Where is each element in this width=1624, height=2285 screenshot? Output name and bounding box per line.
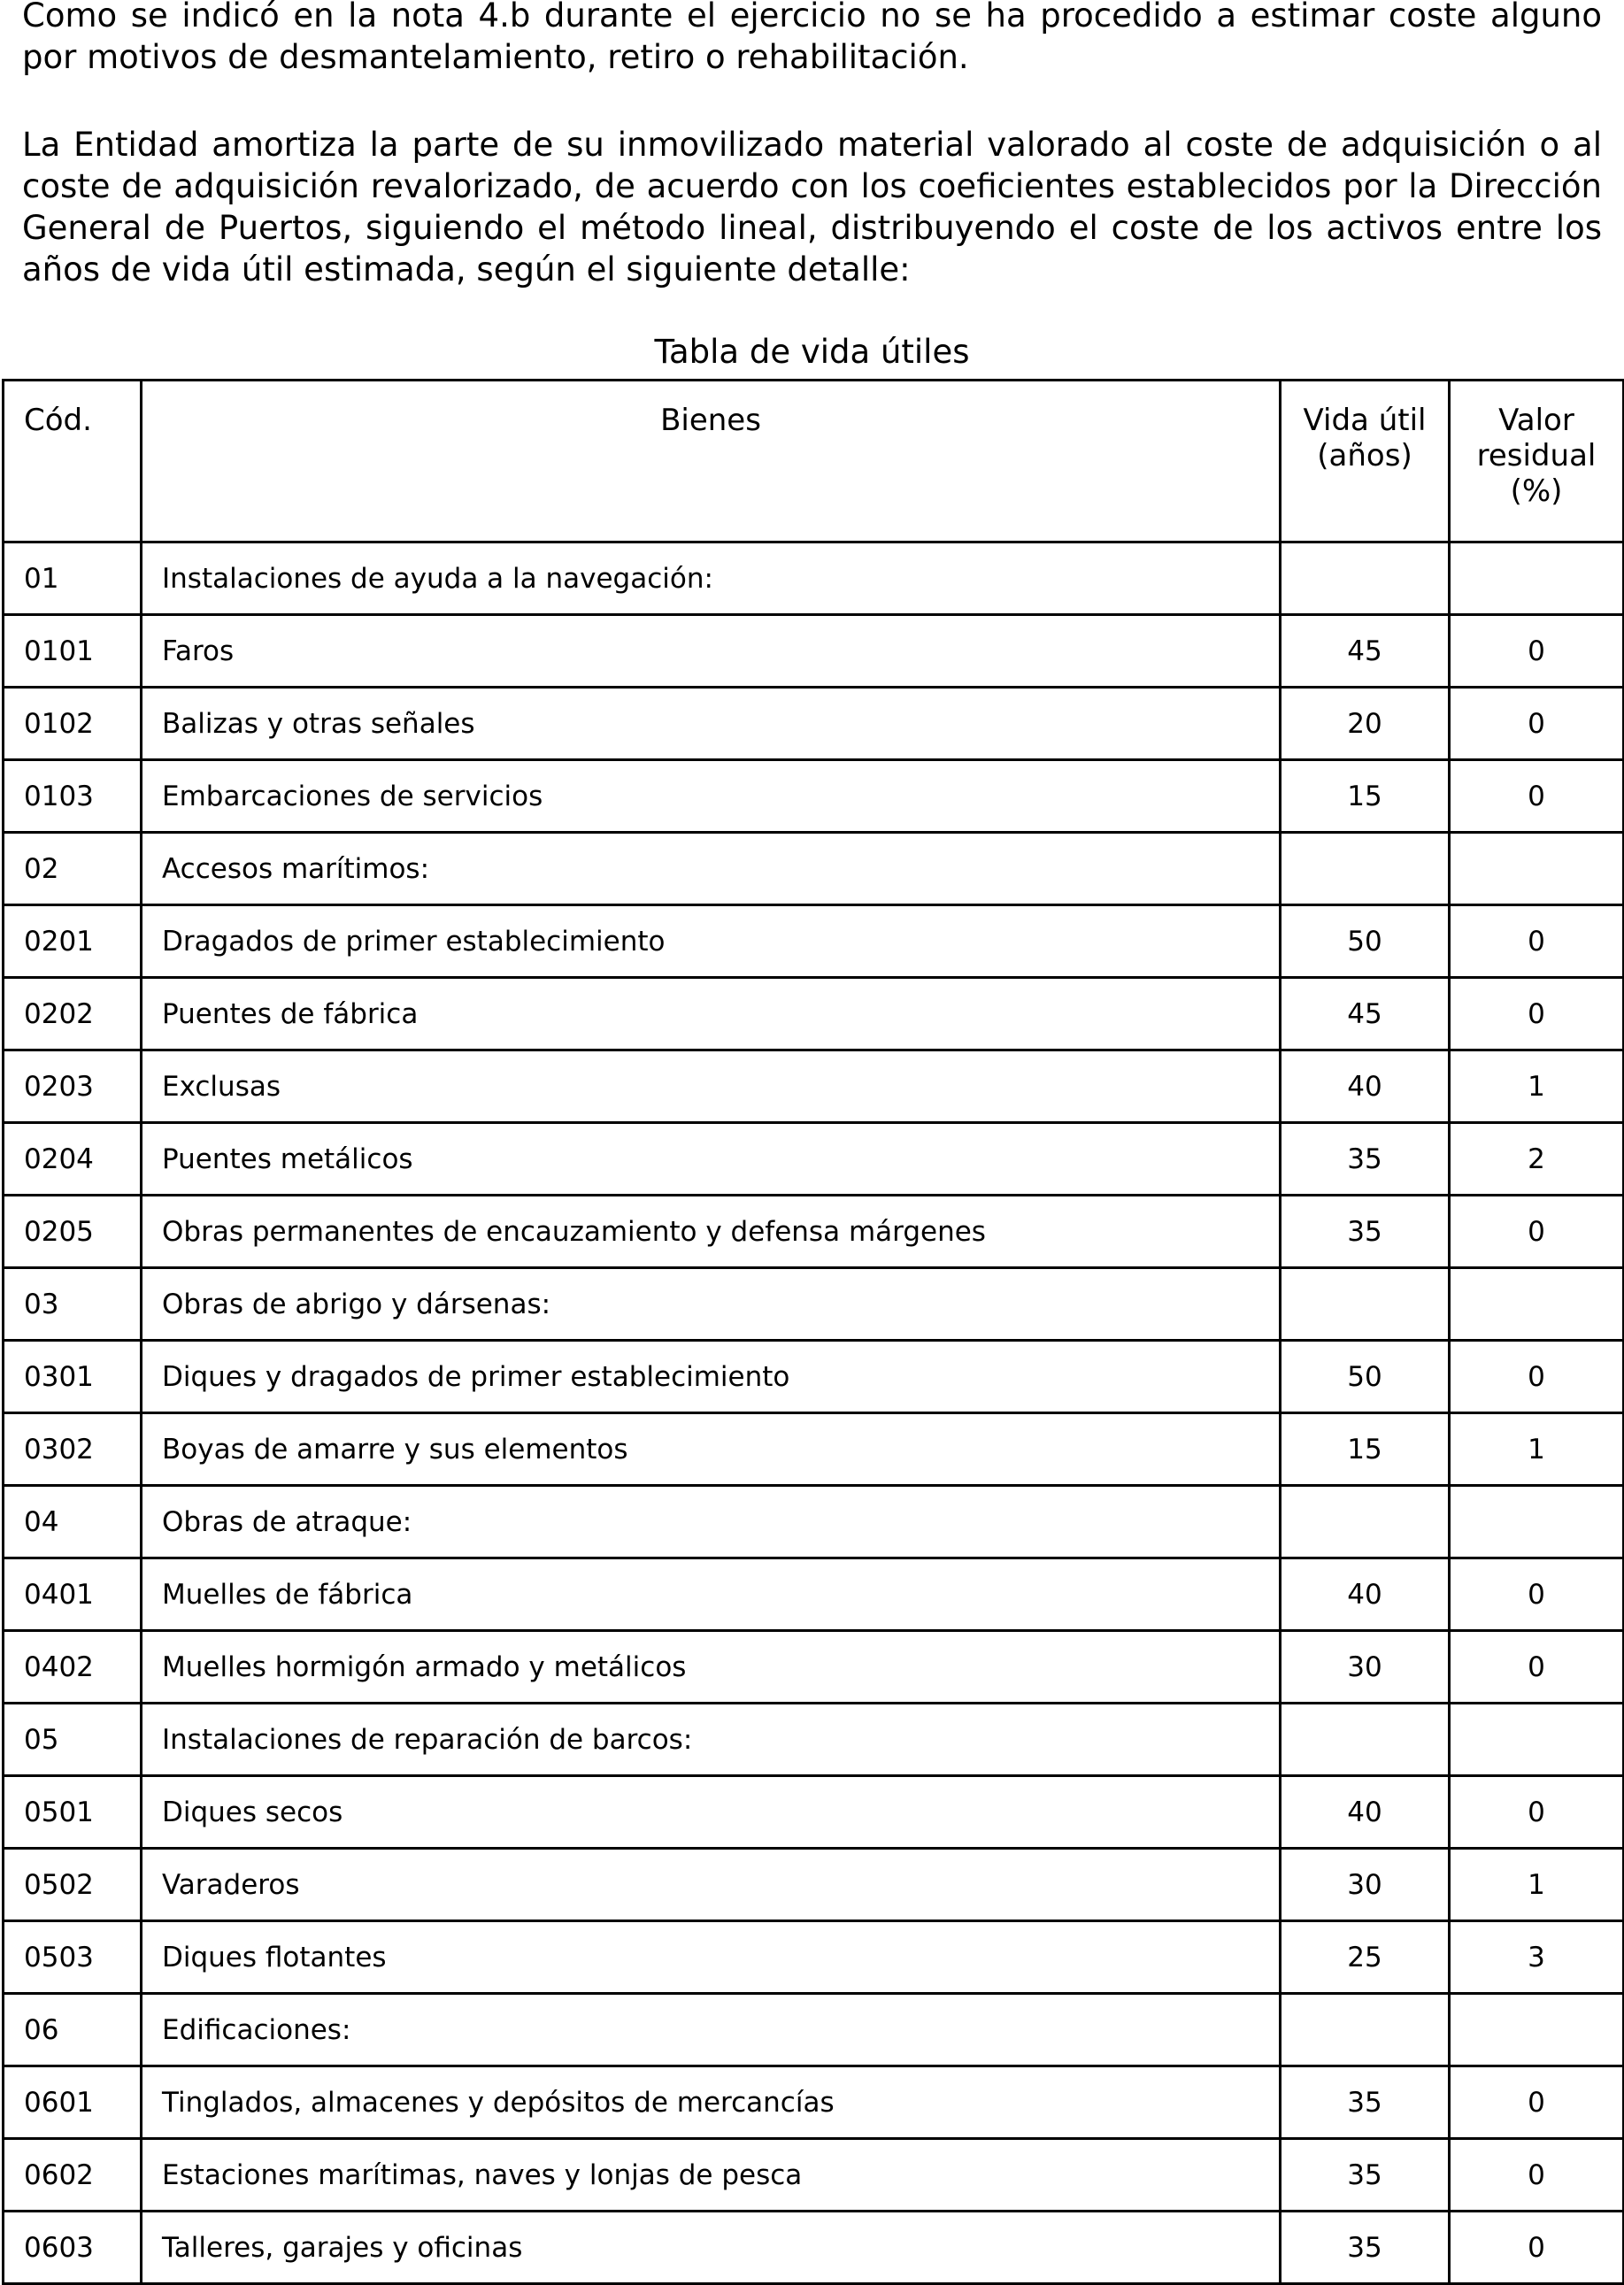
cell-life: 35 [1281,2066,1450,2139]
cell-residual [1450,1704,1624,1776]
cell-name: Dragados de primer establecimiento [142,905,1281,978]
cell-name: Tinglados, almacenes y depósitos de mercancías [142,2066,1281,2139]
table-row [4,760,1624,833]
cell-name: Diques secos [142,1776,1281,1849]
table-row [4,905,1624,978]
cell-code: 0103 [4,760,142,833]
cell-code: 0502 [4,1849,142,1921]
cell-name: Accesos marítimos: [142,833,1281,905]
useful-life-table [2,379,1624,2285]
cell-code: 0302 [4,1413,142,1486]
cell-residual: 1 [1450,1050,1624,1123]
table-row [4,1558,1624,1631]
table-header-row [4,381,1624,542]
cell-life: 50 [1281,1341,1450,1413]
cell-code: 03 [4,1268,142,1341]
cell-code: 0402 [4,1631,142,1704]
cell-name: Puentes de fábrica [142,978,1281,1050]
cell-life: 25 [1281,1921,1450,1994]
cell-code: 01 [4,542,142,615]
cell-life: 45 [1281,615,1450,688]
cell-name: Faros [142,615,1281,688]
cell-code: 0601 [4,2066,142,2139]
cell-life: 15 [1281,760,1450,833]
paragraph-amortizacion: La Entidad amortiza la parte de su inmovilizado material valorado al coste de adquisición o al coste de adquisición revalorizado, de acuerdo con los coeficientes establecidos por la Dirección General de Puertos, siguiendo el método lineal, distribuyendo el coste de los activos entre los años de vida útil estimada, según el siguiente detalle: [22,126,1602,289]
cell-name: Obras de atraque: [142,1486,1281,1558]
cell-life [1281,1704,1450,1776]
cell-code: 04 [4,1486,142,1558]
cell-residual: 0 [1450,615,1624,688]
cell-code: 0602 [4,2139,142,2212]
cell-name: Instalaciones de ayuda a la navegación: [142,542,1281,615]
table-row [4,1921,1624,1994]
cell-life: 35 [1281,2139,1450,2212]
cell-name: Instalaciones de reparación de barcos: [142,1704,1281,1776]
table-row [4,1050,1624,1123]
cell-code: 0204 [4,1123,142,1196]
table-row [4,1341,1624,1413]
cell-name: Puentes metálicos [142,1123,1281,1196]
table-row [4,1486,1624,1558]
paragraph-desmantelamiento: Como se indicó en la nota 4.b durante el ejercicio no se ha procedido a estimar coste alguno por motivos de desmantelamiento, retiro o rehabilitación. [22,0,1602,76]
cell-residual [1450,542,1624,615]
cell-residual: 0 [1450,2139,1624,2212]
cell-residual [1450,833,1624,905]
table-row [4,1994,1624,2066]
cell-life: 40 [1281,1776,1450,1849]
cell-residual: 0 [1450,1776,1624,1849]
header-residual: Valor residual (%) [1450,381,1624,542]
cell-code: 0501 [4,1776,142,1849]
cell-residual: 0 [1450,1558,1624,1631]
cell-code: 06 [4,1994,142,2066]
cell-life: 30 [1281,1631,1450,1704]
header-name: Bienes [142,381,1281,542]
cell-residual [1450,1268,1624,1341]
table-row [4,1268,1624,1341]
cell-life [1281,1268,1450,1341]
table-row [4,1413,1624,1486]
cell-residual: 0 [1450,760,1624,833]
table-row [4,542,1624,615]
cell-code: 0201 [4,905,142,978]
table-row [4,2139,1624,2212]
cell-life: 50 [1281,905,1450,978]
cell-life [1281,1994,1450,2066]
cell-life: 40 [1281,1558,1450,1631]
table-row [4,1704,1624,1776]
table-row [4,615,1624,688]
cell-life [1281,1486,1450,1558]
table-row [4,1196,1624,1268]
cell-code: 0301 [4,1341,142,1413]
cell-residual: 0 [1450,2212,1624,2284]
cell-residual [1450,1994,1624,2066]
cell-name: Edificaciones: [142,1994,1281,2066]
table-row [4,2212,1624,2284]
cell-life: 35 [1281,1123,1450,1196]
cell-life: 20 [1281,688,1450,760]
cell-code: 0503 [4,1921,142,1994]
table-caption: Tabla de vida útiles [654,333,970,371]
cell-life: 45 [1281,978,1450,1050]
cell-name: Obras de abrigo y dársenas: [142,1268,1281,1341]
cell-life: 15 [1281,1413,1450,1486]
cell-residual: 0 [1450,1196,1624,1268]
cell-name: Muelles de fábrica [142,1558,1281,1631]
cell-code: 0401 [4,1558,142,1631]
cell-code: 0202 [4,978,142,1050]
cell-code: 0205 [4,1196,142,1268]
cell-name: Estaciones marítimas, naves y lonjas de pesca [142,2139,1281,2212]
cell-residual: 2 [1450,1123,1624,1196]
cell-residual: 1 [1450,1413,1624,1486]
cell-life [1281,542,1450,615]
cell-name: Obras permanentes de encauzamiento y defensa márgenes [142,1196,1281,1268]
cell-residual: 0 [1450,1341,1624,1413]
cell-residual: 1 [1450,1849,1624,1921]
cell-residual: 0 [1450,905,1624,978]
cell-residual: 0 [1450,688,1624,760]
cell-code: 02 [4,833,142,905]
cell-code: 0102 [4,688,142,760]
header-life: Vida útil (años) [1281,381,1450,542]
table-row [4,2066,1624,2139]
cell-name: Balizas y otras señales [142,688,1281,760]
cell-residual: 3 [1450,1921,1624,1994]
cell-name: Muelles hormigón armado y metálicos [142,1631,1281,1704]
cell-name: Embarcaciones de servicios [142,760,1281,833]
cell-name: Varaderos [142,1849,1281,1921]
cell-name: Diques y dragados de primer establecimiento [142,1341,1281,1413]
table-row [4,688,1624,760]
cell-life: 30 [1281,1849,1450,1921]
table-row [4,833,1624,905]
header-code: Cód. [4,381,142,542]
cell-life: 35 [1281,2212,1450,2284]
cell-code: 0203 [4,1050,142,1123]
cell-code: 0603 [4,2212,142,2284]
cell-life: 35 [1281,1196,1450,1268]
cell-residual: 0 [1450,2066,1624,2139]
cell-residual [1450,1486,1624,1558]
table-row [4,1849,1624,1921]
cell-life [1281,833,1450,905]
table-row [4,1776,1624,1849]
cell-life: 40 [1281,1050,1450,1123]
cell-residual: 0 [1450,978,1624,1050]
cell-name: Exclusas [142,1050,1281,1123]
cell-name: Boyas de amarre y sus elementos [142,1413,1281,1486]
cell-code: 05 [4,1704,142,1776]
cell-name: Diques flotantes [142,1921,1281,1994]
cell-residual: 0 [1450,1631,1624,1704]
cell-code: 0101 [4,615,142,688]
table-row [4,978,1624,1050]
table-row [4,1123,1624,1196]
table-row [4,1631,1624,1704]
cell-name: Talleres, garajes y oficinas [142,2212,1281,2284]
